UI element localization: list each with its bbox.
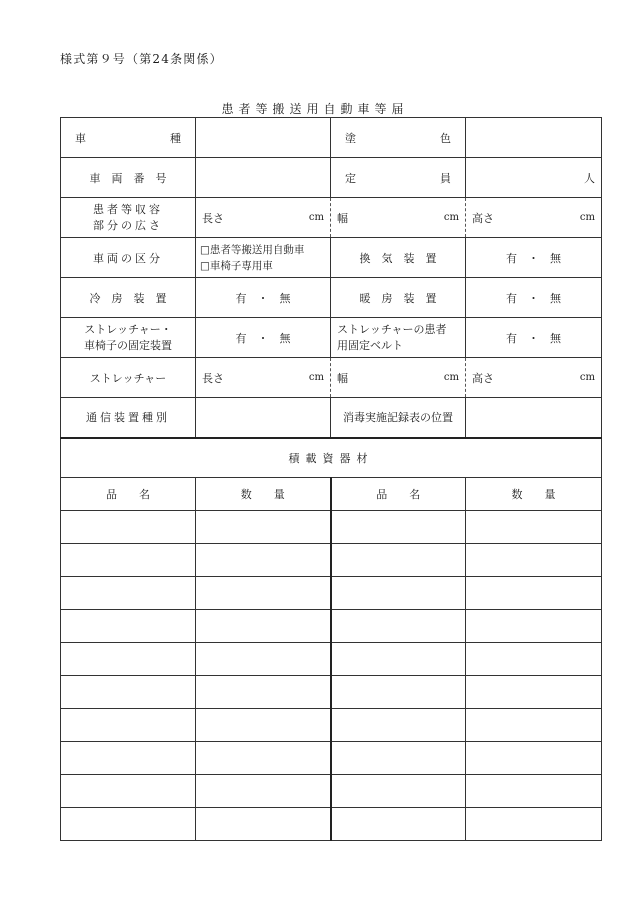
vehicle-number-label: 車 両 番 号 [61, 158, 196, 198]
item-name-cell[interactable] [331, 742, 466, 775]
row-patient-area [61, 198, 602, 238]
quantity-cell[interactable] [196, 808, 331, 841]
comm-device-label: 通信装置種別 [61, 398, 196, 438]
capacity-unit: 人 [584, 171, 595, 185]
quantity-cell[interactable] [466, 511, 602, 544]
item-name-cell[interactable] [61, 544, 196, 577]
item-name-cell[interactable] [331, 643, 466, 676]
equipment-row [61, 709, 602, 742]
stretcher-belt-label: ストレッチャーの患者 用固定ベルト [331, 318, 466, 358]
quantity-header-right: 数 量 [466, 478, 602, 511]
equipment-row [61, 511, 602, 544]
equipment-row [61, 808, 602, 841]
cooling-field[interactable]: 有 ・ 無 [196, 278, 331, 318]
item-name-cell[interactable] [61, 676, 196, 709]
quantity-cell[interactable] [196, 709, 331, 742]
equipment-row [61, 643, 602, 676]
quantity-cell[interactable] [196, 676, 331, 709]
option-wheelchair[interactable]: □車椅子専用車 [200, 259, 273, 272]
item-name-cell[interactable] [331, 577, 466, 610]
heating-label: 暖 房 装 置 [331, 278, 466, 318]
row-vehicle-class [61, 238, 602, 278]
quantity-cell[interactable] [466, 610, 602, 643]
row-cooling [61, 278, 602, 318]
item-name-cell[interactable] [61, 775, 196, 808]
cooling-label: 冷 房 装 置 [61, 278, 196, 318]
vehicle-type-field[interactable] [196, 118, 331, 158]
quantity-cell[interactable] [196, 742, 331, 775]
disinfection-field[interactable] [466, 398, 602, 438]
equipment-row [61, 742, 602, 775]
quantity-cell[interactable] [196, 544, 331, 577]
row-equipment-title [61, 438, 602, 478]
notification-form-table [60, 117, 602, 841]
disinfection-label: 消毒実施記録表の位置 [331, 398, 466, 438]
row-vehicle-number [61, 158, 602, 198]
row-comm-device [61, 398, 602, 438]
quantity-cell[interactable] [466, 544, 602, 577]
paint-color-field[interactable] [466, 118, 602, 158]
item-name-cell[interactable] [61, 577, 196, 610]
heating-field[interactable]: 有 ・ 無 [466, 278, 602, 318]
vehicle-number-field[interactable] [196, 158, 331, 198]
quantity-cell[interactable] [196, 577, 331, 610]
row-stretcher [61, 358, 602, 398]
row-stretcher-fixing [61, 318, 602, 358]
item-name-header-left: 品 名 [61, 478, 196, 511]
ventilation-label: 換 気 装 置 [331, 238, 466, 278]
equipment-row [61, 544, 602, 577]
quantity-cell[interactable] [196, 610, 331, 643]
quantity-header-left: 数 量 [196, 478, 331, 511]
patient-area-height-field[interactable]: 高さ cm [466, 198, 602, 238]
quantity-cell[interactable] [466, 808, 602, 841]
quantity-cell[interactable] [466, 577, 602, 610]
quantity-cell[interactable] [466, 709, 602, 742]
item-name-cell[interactable] [61, 709, 196, 742]
item-name-cell[interactable] [61, 808, 196, 841]
item-name-cell[interactable] [331, 775, 466, 808]
option-patient-transport[interactable]: □患者等搬送用自動車 [200, 243, 305, 256]
quantity-cell[interactable] [466, 742, 602, 775]
form-title: 患者等搬送用自動車等届 [221, 102, 409, 116]
capacity-label: 定 員 [331, 158, 466, 198]
item-name-cell[interactable] [61, 742, 196, 775]
item-name-cell[interactable] [331, 808, 466, 841]
item-name-cell[interactable] [61, 643, 196, 676]
equipment-row [61, 577, 602, 610]
patient-area-width-field[interactable]: 幅 cm [331, 198, 466, 238]
item-name-cell[interactable] [331, 610, 466, 643]
quantity-cell[interactable] [466, 676, 602, 709]
quantity-cell[interactable] [466, 643, 602, 676]
stretcher-belt-field[interactable]: 有 ・ 無 [466, 318, 602, 358]
row-equipment-header [61, 478, 602, 511]
patient-area-label: 患者等収容 部分の広さ [61, 198, 196, 238]
vehicle-class-options[interactable] [196, 238, 331, 278]
paint-color-label: 塗 色 [331, 118, 466, 158]
ventilation-field[interactable]: 有 ・ 無 [466, 238, 602, 278]
equipment-row [61, 610, 602, 643]
vehicle-type-label: 車 種 [61, 118, 196, 158]
equipment-row [61, 676, 602, 709]
item-name-cell[interactable] [331, 511, 466, 544]
row-vehicle-type [61, 118, 602, 158]
form-number: 様式第９号（第24条関係） [60, 52, 223, 66]
equipment-row [61, 775, 602, 808]
stretcher-label: ストレッチャー [61, 358, 196, 398]
item-name-cell[interactable] [331, 544, 466, 577]
stretcher-fixing-label: ストレッチャー・ 車椅子の固定装置 [61, 318, 196, 358]
equipment-section-title: 積載資器材 [61, 438, 602, 478]
vehicle-class-label: 車両の区分 [61, 238, 196, 278]
quantity-cell[interactable] [196, 511, 331, 544]
item-name-cell[interactable] [61, 511, 196, 544]
stretcher-height-field[interactable]: 高さ cm [466, 358, 602, 398]
comm-device-field[interactable] [196, 398, 331, 438]
item-name-cell[interactable] [331, 709, 466, 742]
stretcher-length-field[interactable]: 長さ cm [196, 358, 331, 398]
quantity-cell[interactable] [196, 775, 331, 808]
stretcher-fixing-field[interactable]: 有 ・ 無 [196, 318, 331, 358]
item-name-cell[interactable] [61, 610, 196, 643]
quantity-cell[interactable] [466, 775, 602, 808]
item-name-cell[interactable] [331, 676, 466, 709]
patient-area-length-field[interactable]: 長さ cm [196, 198, 331, 238]
stretcher-width-field[interactable]: 幅 cm [331, 358, 466, 398]
quantity-cell[interactable] [196, 643, 331, 676]
item-name-header-right: 品 名 [331, 478, 466, 511]
capacity-field[interactable] [466, 158, 602, 198]
